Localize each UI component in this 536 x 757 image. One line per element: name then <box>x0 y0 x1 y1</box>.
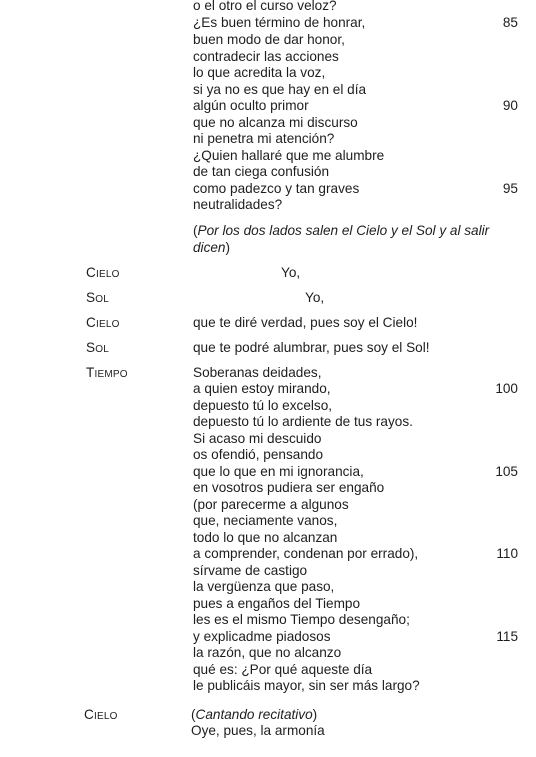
verse-line: o el otro el curso veloz? <box>193 0 337 13</box>
stage-direction-text: Por los dos lados salen el Cielo y el Sol y al salir <box>197 223 490 238</box>
verse-line: todo lo que no alcanzan <box>193 530 338 545</box>
stage-direction <box>191 707 317 723</box>
dialogue-line: Yo, <box>305 290 325 305</box>
line-number: 115 <box>496 629 518 644</box>
stage-direction <box>193 223 489 239</box>
verse-line: depuesto tú lo excelso, <box>193 398 333 413</box>
verse-line: la razón, que no alcanzo <box>193 645 342 660</box>
stage-direction-cont <box>193 240 230 256</box>
speaker-name: Tiempo <box>86 365 128 380</box>
stage-direction-text: Cantando recitativo <box>195 707 313 722</box>
verse-line: sírvame de castigo <box>193 563 308 578</box>
verse-line: ¿Quien hallaré que me alumbre <box>193 148 385 163</box>
verse-line: de tan ciega confusión <box>193 164 330 179</box>
stage-direction-text-2: dicen <box>193 240 226 255</box>
speaker-name: Sol <box>86 340 110 355</box>
line-number: 110 <box>496 546 518 561</box>
verse-line: qué es: ¿Por qué aqueste día <box>193 662 373 677</box>
verse-line: ni penetra mi atención? <box>193 131 335 146</box>
verse-line: la vergüenza que paso, <box>193 579 335 594</box>
line-number: 90 <box>502 98 518 113</box>
dialogue-line: que te podré alumbrar, pues soy el Sol! <box>193 340 430 355</box>
verse-line: (por parecerme a algunos <box>193 497 349 512</box>
stage-direction-open: ( <box>193 223 198 238</box>
stage-direction-close: ) <box>312 707 318 722</box>
speaker-name: Cielo <box>84 707 118 722</box>
verse-line: y explicadme piadosos <box>193 629 331 644</box>
verse-line: algún oculto primor <box>193 98 309 113</box>
verse-line: les es el mismo Tiempo desengaño; <box>193 612 410 627</box>
verse-line: buen modo de dar honor, <box>193 32 345 47</box>
dialogue-line: que te diré verdad, pues soy el Cielo! <box>193 315 418 330</box>
speaker-name: Sol <box>86 290 110 305</box>
verse-line: como padezco y tan graves <box>193 181 360 196</box>
stage-direction-close: ) <box>225 240 231 255</box>
line-number: 95 <box>502 181 518 196</box>
line-number: 85 <box>502 15 518 30</box>
verse-line: a comprender, condenan por errado), <box>193 546 419 561</box>
speaker-name: Cielo <box>86 265 120 280</box>
verse-line: Si acaso mi descuido <box>193 431 322 446</box>
dialogue-line: Yo, <box>281 265 301 280</box>
verse-line: contradecir las acciones <box>193 49 339 64</box>
verse-line: neutralidades? <box>193 197 283 212</box>
verse-line: que no alcanza mi discurso <box>193 115 358 130</box>
verse-line: a quien estoy mirando, <box>193 381 331 396</box>
verse-line: Oye, pues, la armonía <box>191 723 325 738</box>
verse-line: pues a engaños del Tiempo <box>193 596 361 611</box>
verse-line: ¿Es buen término de honrar, <box>193 15 366 30</box>
verse-line: lo que acredita la voz, <box>193 65 326 80</box>
verse-line: os ofendió, pensando <box>193 447 324 462</box>
verse-line: Soberanas deidades, <box>193 365 322 380</box>
verse-line: que, neciamente vanos, <box>193 513 338 528</box>
line-number: 105 <box>495 464 518 479</box>
stage-direction-open: ( <box>191 707 196 722</box>
verse-line: si ya no es que hay en el día <box>193 82 367 97</box>
line-number: 100 <box>495 381 518 396</box>
verse-line: en vosotros pudiera ser engaño <box>193 480 385 495</box>
verse-line: depuesto tú lo ardiente de tus rayos. <box>193 414 413 429</box>
verse-line: que lo que en mi ignorancia, <box>193 464 364 479</box>
speaker-name: Cielo <box>86 315 120 330</box>
verse-line: le publicáis mayor, sin ser más largo? <box>193 678 420 693</box>
